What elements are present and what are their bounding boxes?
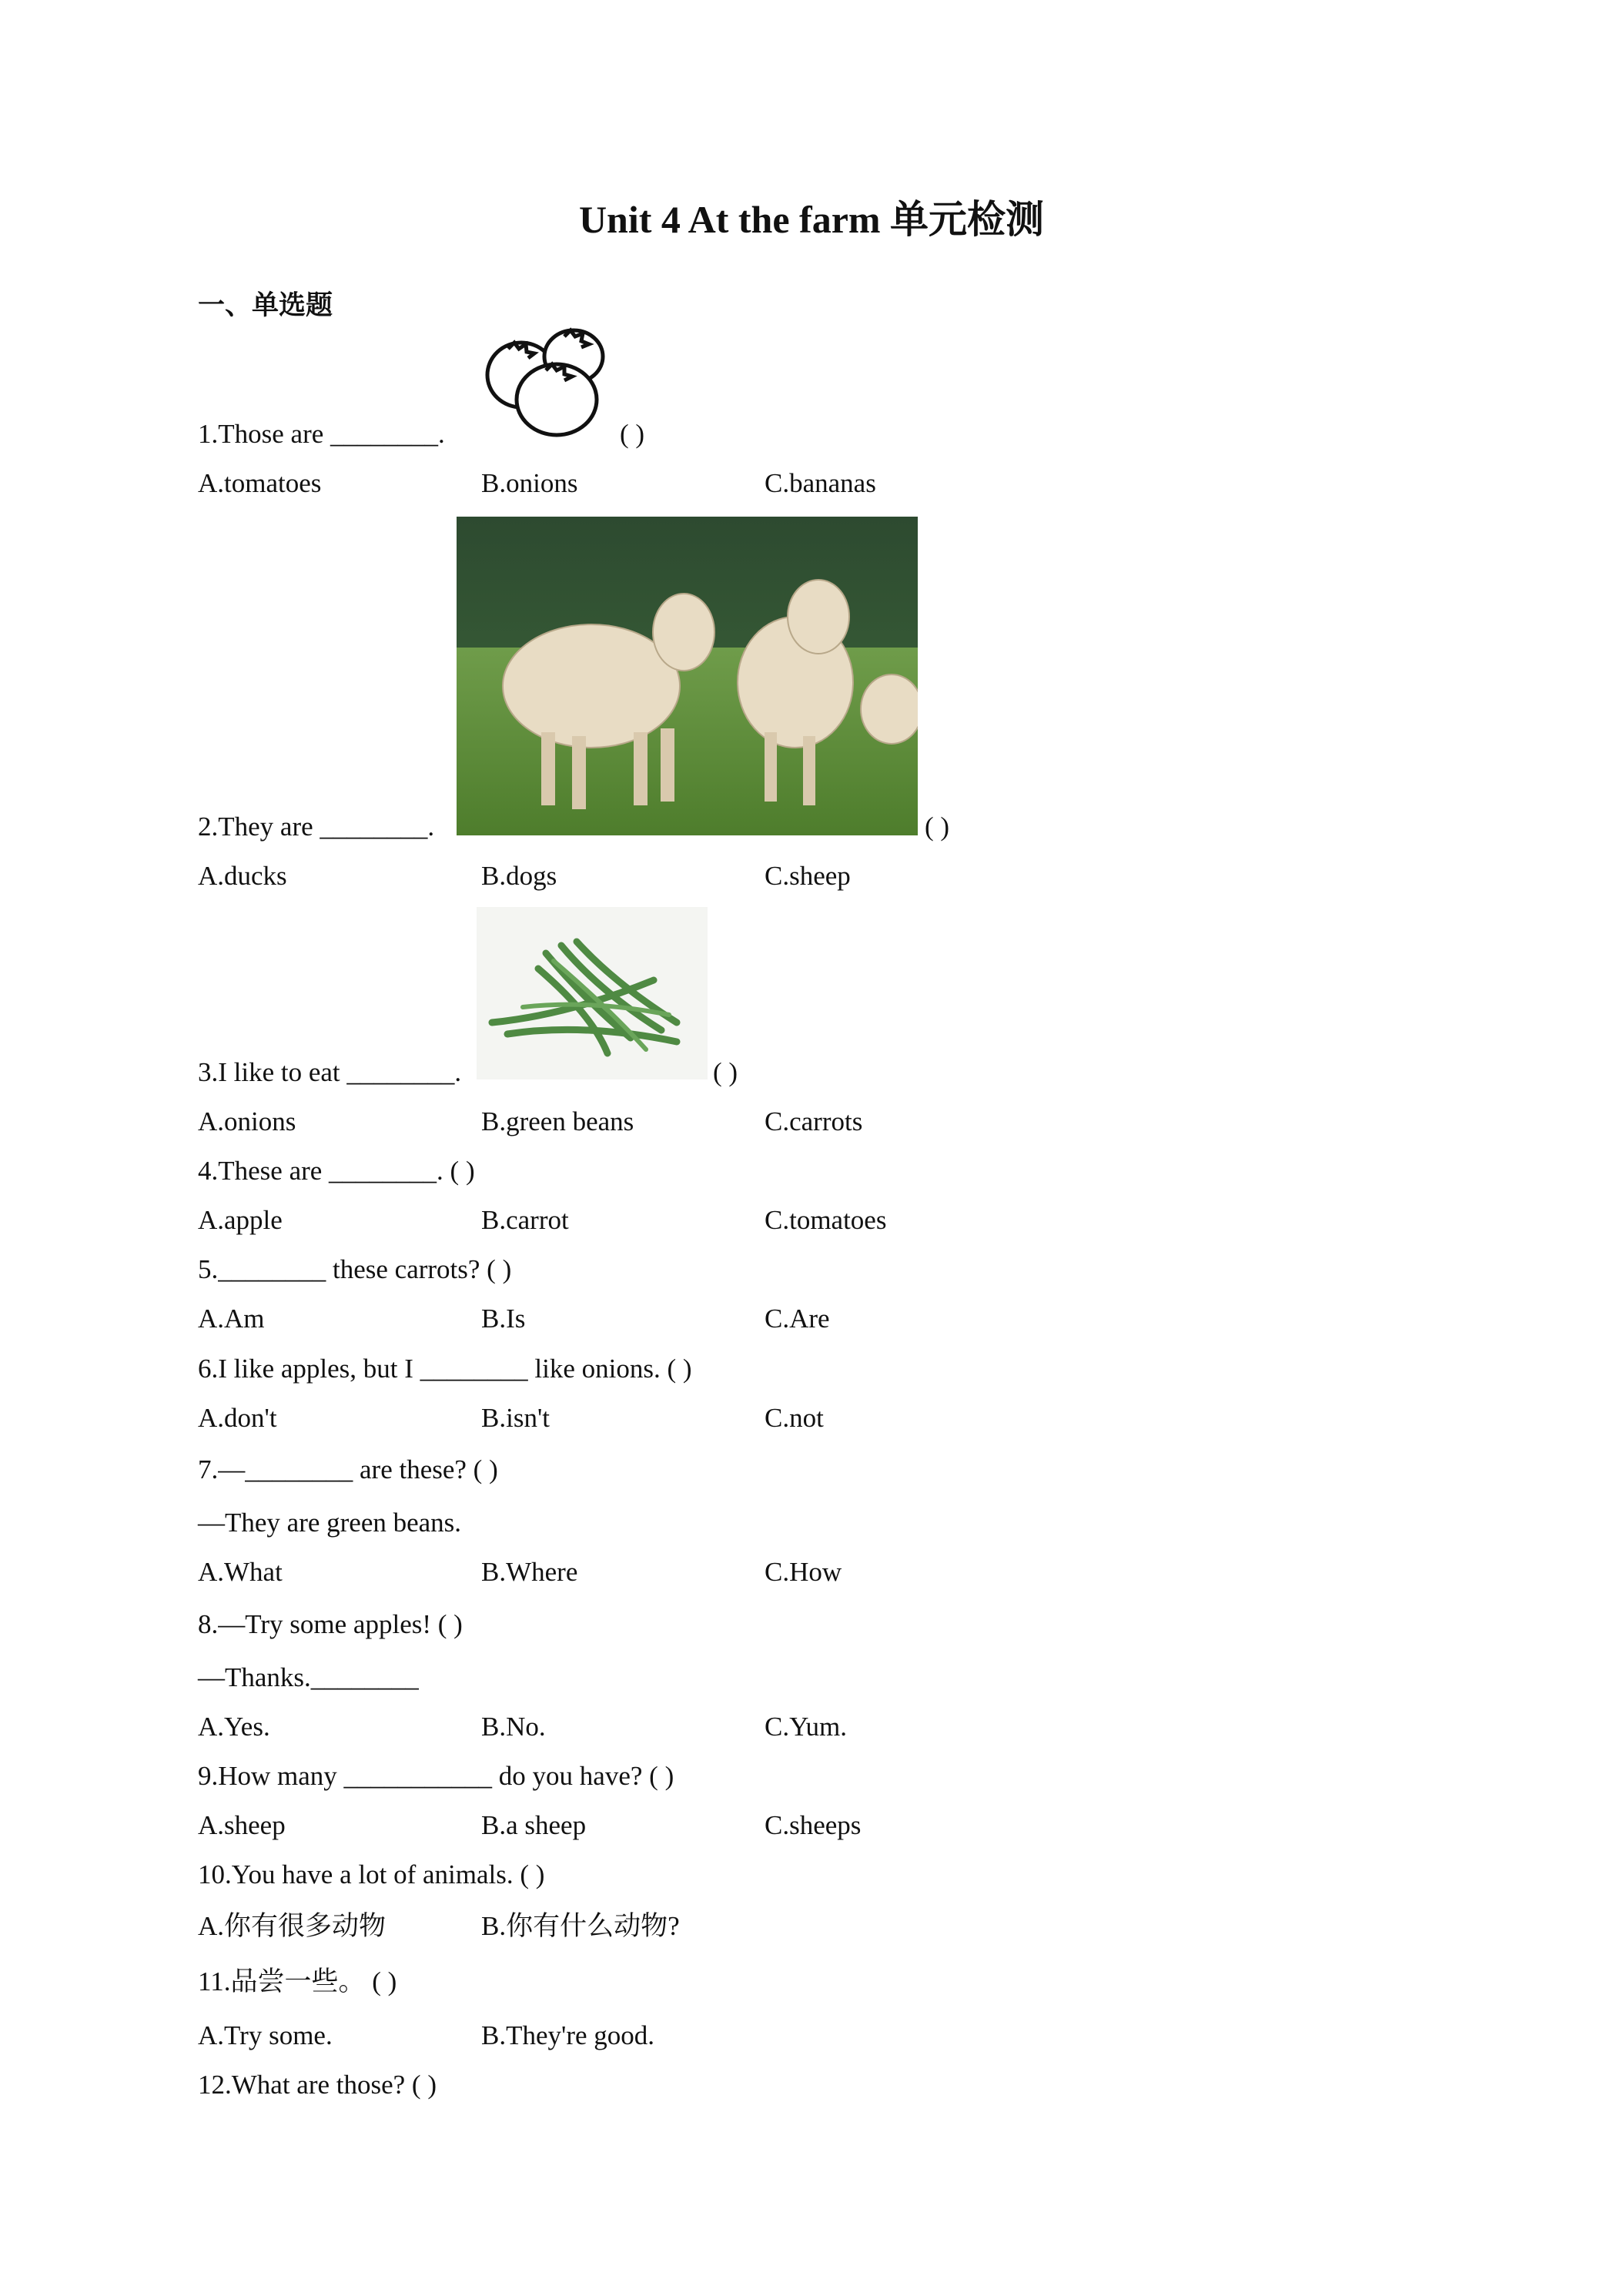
question-8: 8.—Try some apples! ( ) [198,1609,463,1639]
option-b[interactable]: B.green beans [481,1106,634,1136]
question-12: 12.What are those? ( ) [198,2070,437,2100]
option-a[interactable]: A.don't [198,1403,277,1433]
question-4: 4.These are ________. ( ) [198,1156,475,1186]
option-a[interactable]: A.你有很多动物 [198,1911,387,1941]
option-b[interactable]: B.你有什么动物? [481,1911,680,1941]
green-beans-photo [477,907,708,1079]
option-c[interactable]: C.How [765,1557,842,1587]
tomatoes-icon [466,327,620,443]
option-a[interactable]: A.sheep [198,1810,286,1840]
option-c[interactable]: C.sheeps [765,1810,862,1840]
option-c[interactable]: C.Are [765,1304,830,1334]
question-9: 9.How many ___________ do you have? ( ) [198,1761,674,1791]
option-b[interactable]: B.No. [481,1712,546,1742]
option-b[interactable]: B.isn't [481,1403,550,1433]
option-a[interactable]: A.onions [198,1106,296,1136]
option-c[interactable]: C.not [765,1403,824,1433]
question-1: 1.Those are ________. [198,419,445,449]
question-3: 3.I like to eat ________. [198,1057,462,1087]
option-c[interactable]: C.bananas [765,468,876,498]
answer-paren[interactable]: ( ) [620,419,645,449]
option-a[interactable]: A.apple [198,1205,283,1235]
question-5: 5.________ these carrots? ( ) [198,1254,512,1284]
option-a[interactable]: A.What [198,1557,283,1587]
question-7: 7.—________ are these? ( ) [198,1454,498,1484]
option-c[interactable]: C.tomatoes [765,1205,887,1235]
option-c[interactable]: C.Yum. [765,1712,847,1742]
option-b[interactable]: B.carrot [481,1205,569,1235]
sheep-photo [457,517,918,835]
option-a[interactable]: A.ducks [198,861,287,891]
option-a[interactable]: A.Yes. [198,1712,270,1742]
section-heading: 一、单选题 [198,290,333,321]
option-b[interactable]: B.onions [481,468,578,498]
page-title: Unit 4 At the farm 单元检测 [578,198,1045,241]
question-7-reply: —They are green beans. [198,1508,462,1538]
option-b[interactable]: B.dogs [481,861,557,891]
option-a[interactable]: A.Try some. [198,2020,333,2050]
option-a[interactable]: A.Am [198,1304,265,1334]
question-8-reply: —Thanks.________ [198,1662,419,1692]
question-2: 2.They are ________. [198,812,435,842]
option-b[interactable]: B.Is [481,1304,526,1334]
question-11: 11.品尝一些。 ( ) [198,1966,397,1996]
option-c[interactable]: C.carrots [765,1106,863,1136]
question-10: 10.You have a lot of animals. ( ) [198,1859,545,1889]
answer-paren[interactable]: ( ) [925,812,950,842]
question-6: 6.I like apples, but I ________ like onions. ( ) [198,1354,692,1384]
option-b[interactable]: B.a sheep [481,1810,587,1840]
option-a[interactable]: A.tomatoes [198,468,322,498]
option-c[interactable]: C.sheep [765,861,851,891]
answer-paren[interactable]: ( ) [713,1057,738,1087]
option-b[interactable]: B.Where [481,1557,578,1587]
option-b[interactable]: B.They're good. [481,2020,655,2050]
